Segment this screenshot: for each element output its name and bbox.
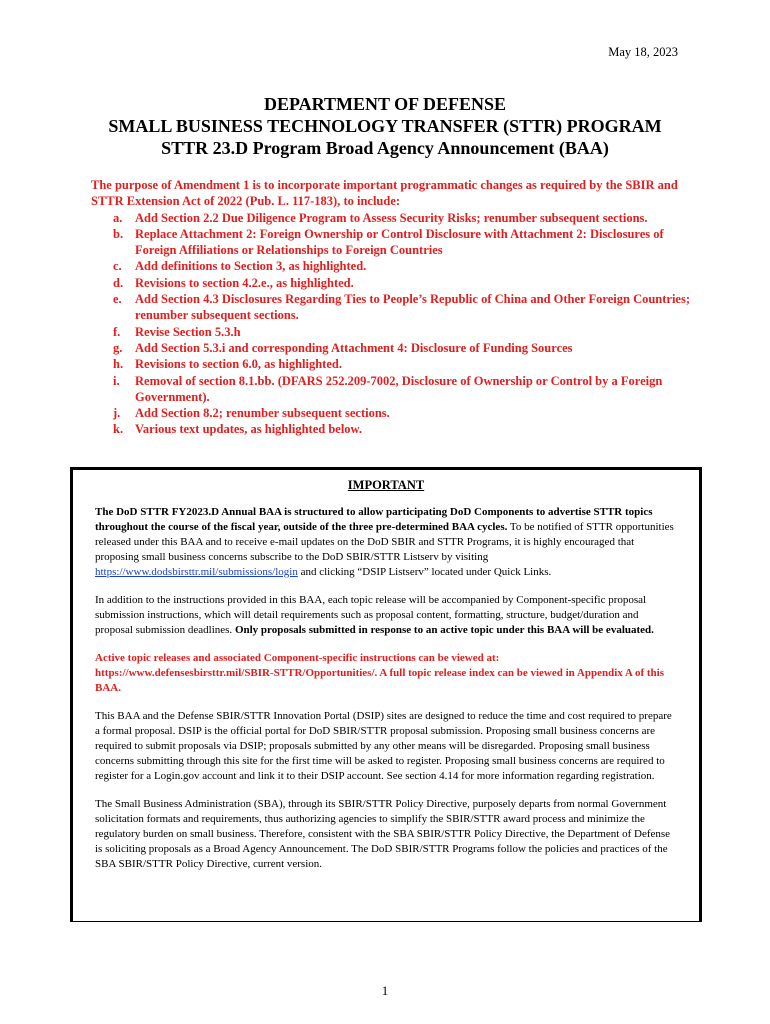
- amendment-item-text: Add Section 4.3 Disclosures Regarding Ties to People’s Republic of China and Other Foreign Countries; renumber subsequent sections.: [135, 292, 691, 323]
- amendment-item-marker: f.: [113, 324, 121, 339]
- important-paragraph-3: Active topic releases and associated Component-specific instructions can be viewed at: https://www.defensesbirsttr.mil/SBIR-STTR/Opportunities/. A full topic release index can be viewed in Appendix A of this BAA.: [95, 652, 665, 694]
- amendment-item: [91, 421, 691, 437]
- amendment-item-text: Revise Section 5.3.h: [135, 324, 241, 339]
- amendment-item-marker: b.: [113, 226, 124, 241]
- amendment-item-text: Add Section 5.3.i and corresponding Attachment 4: Disclosure of Funding Sources: [135, 340, 573, 355]
- document-date: May 18, 2023: [608, 45, 678, 59]
- amendment-item: [91, 291, 691, 324]
- amendment-item-marker: h.: [113, 357, 124, 372]
- amendment-item-marker: g.: [113, 340, 123, 355]
- title-line-2: SMALL BUSINESS TECHNOLOGY TRANSFER (STTR) PROGRAM: [108, 116, 662, 136]
- amendment-item: [91, 405, 691, 421]
- page-number: 1: [381, 983, 389, 998]
- listserv-bold-text: The DoD STTR FY2023.D Annual BAA is structured to allow participating DoD Components to advertise STTR topics throughout the course of the fiscal year, outside of the three pre-determined BAA cycles.: [95, 506, 653, 533]
- amendment-item-text: Add definitions to Section 3, as highlighted.: [135, 259, 367, 274]
- title-line-3: STTR 23.D Program Broad Agency Announcement (BAA): [161, 138, 609, 158]
- amendment-item-text: Revisions to section 4.2.e., as highlighted.: [135, 275, 354, 290]
- amendment-item-marker: k.: [113, 422, 124, 437]
- amendment-item-text: Replace Attachment 2: Foreign Ownership or Control Disclosure with Attachment 2: Disclosures of Foreign Affiliations or Relationships to Foreign Countries: [135, 226, 664, 258]
- amendment-item-text: Add Section 8.2; renumber subsequent sections.: [135, 406, 390, 421]
- amendment-item-marker: a.: [113, 210, 123, 225]
- listserv-end-text: and clicking “DSIP Listserv” located under Quick Links.: [297, 566, 552, 578]
- amendment-item-text: Add Section 2.2 Due Diligence Program to Assess Security Risks; renumber subsequent sections.: [135, 210, 648, 225]
- amendment-item-text: Removal of section 8.1.bb. (DFARS 252.209-7002, Disclosure of Ownership or Control by a Foreign Government).: [135, 373, 663, 404]
- amendment-item-marker: c.: [113, 259, 122, 274]
- title-line-1: DEPARTMENT OF DEFENSE: [263, 94, 507, 114]
- amendment-item-marker: i.: [113, 373, 120, 388]
- amendment-item: [91, 258, 691, 274]
- important-paragraph-5: The Small Business Administration (SBA), through its SBIR/STTR Policy Directive, purposely departs from normal Government solicitation formats and requirements, thus authorizing agencies to simplify the SBIR/STTR award process and minimize the regulatory burden on small business. Therefore, consistent with the SBA SBIR/STTR Policy Directive, the Department of Defense is soliciting proposals as a Broad Agency Announcement. The DoD SBIR/STTR Programs follow the policies and practices of the SBA SBIR/STTR Policy Directive, current version.: [95, 798, 671, 870]
- amendment-intro: The purpose of Amendment 1 is to incorporate important programmatic changes as required by the SBIR and STTR Extension Act of 2022 (Pub. L. 117-183), to include:: [91, 178, 678, 209]
- important-paragraph-2: [95, 593, 677, 638]
- amendment-item-marker: j.: [113, 406, 121, 421]
- important-box: [70, 467, 702, 922]
- amendment-item: [91, 324, 691, 340]
- instructions-bold-text: Only proposals submitted in response to an active topic under this BAA will be evaluated.: [234, 624, 654, 636]
- dsip-login-link[interactable]: https://www.dodsbirsttr.mil/submissions/login: [95, 566, 298, 578]
- amendment-item-marker: d.: [113, 275, 124, 290]
- amendment-list: [91, 210, 691, 438]
- amendment-item: [91, 373, 691, 406]
- document-title: [0, 93, 770, 159]
- amendment-item: [91, 210, 691, 226]
- instructions-text: In addition to the instructions provided in this BAA, each topic release will be accompanied by Component-specific proposal submission instructions, which will detail requirements such as proposal content, formatting, structure, budget/duration and proposal submission deadlines.: [95, 594, 647, 636]
- amendment-item: [91, 340, 691, 356]
- amendment-item: [91, 275, 691, 291]
- amendment-item: [91, 226, 691, 259]
- listserv-text: To be notified of STTR opportunities released under this BAA and to receive e-mail updates on the DoD SBIR and STTR Programs, it is highly encouraged that proposing small business concerns subscribe to the DoD SBIR/STTR Listserv by visiting: [95, 521, 674, 563]
- amendment-item-marker: e.: [113, 292, 122, 307]
- amendment-section: [91, 177, 691, 438]
- important-heading: IMPORTANT: [347, 478, 425, 492]
- amendment-item-text: Various text updates, as highlighted below.: [135, 422, 363, 437]
- important-paragraph-1: [95, 505, 677, 580]
- important-paragraph-4: This BAA and the Defense SBIR/STTR Innovation Portal (DSIP) sites are designed to reduce the time and cost required to prepare a formal proposal. DSIP is the official portal for DoD SBIR/STTR proposal submission. Proposing small business concerns are required to submit proposals via DSIP; proposals submitted by any other means will be disregarded. Proposing small business concerns submitting through this site for the first time will be asked to register. Proposing small business concerns are required to register for a Login.gov account and link it to their DSIP account. See section 4.14 for more information regarding registration.: [95, 710, 672, 782]
- amendment-item-text: Revisions to section 6.0, as highlighted.: [135, 357, 342, 372]
- amendment-item: [91, 356, 691, 372]
